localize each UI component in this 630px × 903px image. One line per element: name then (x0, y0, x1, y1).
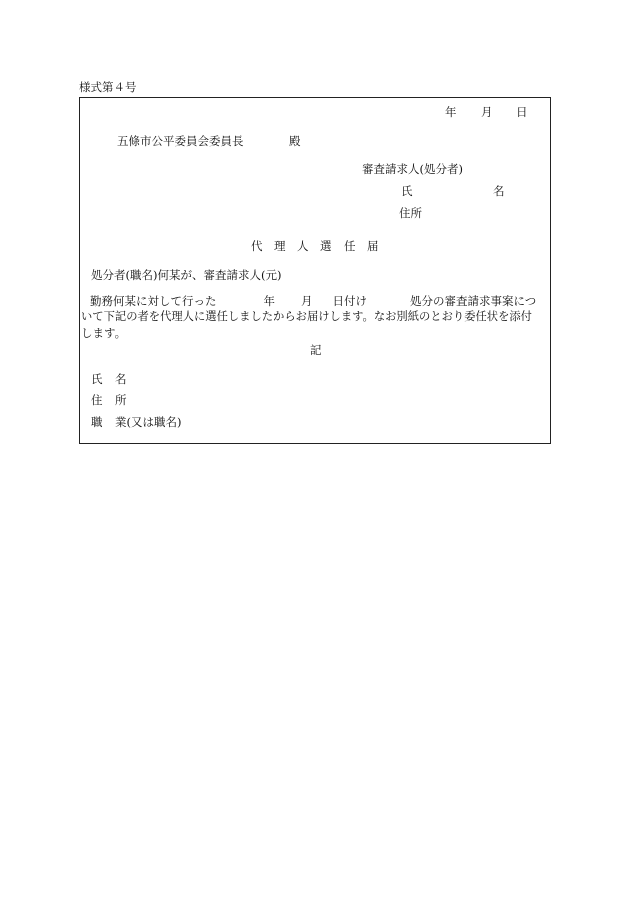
body-year-label: 年 (263, 294, 275, 308)
applicant-name-char-1: 氏 (401, 184, 413, 198)
ki-heading: 記 (310, 343, 322, 357)
body-month-label: 月 (301, 294, 313, 308)
date-day-label: 日 (516, 105, 528, 119)
title-char: 代 (251, 239, 263, 253)
field-occupation-label: 業(又は職名) (115, 415, 182, 429)
applicant-name-char-2: 名 (493, 184, 505, 198)
addressee-honorific: 殿 (289, 134, 301, 148)
field-name-char-2: 名 (115, 372, 127, 386)
applicant-heading: 審査請求人(処分者) (362, 162, 463, 176)
title-char: 理 (274, 239, 286, 253)
body-line-3: します。 (81, 326, 127, 340)
form-number-label: 様式第４号 (79, 80, 137, 94)
field-address-char-1: 住 (91, 393, 103, 407)
title-char: 任 (344, 239, 356, 253)
parties-line: 処分者(職名)何某が、審査請求人(元) (91, 268, 282, 282)
body-line-1-text: 勤務何某に対して行った (90, 294, 217, 308)
title-char: 選 (320, 239, 332, 253)
body-line-1-tail: 処分の審査請求事案につ (410, 294, 537, 308)
addressee-name: 五條市公平委員会委員長 (117, 134, 244, 148)
body-paragraph (81, 293, 551, 341)
date-year-label: 年 (445, 105, 457, 119)
field-address-char-2: 所 (115, 393, 127, 407)
field-occupation-char-1: 職 (91, 415, 103, 429)
title-char: 人 (297, 239, 309, 253)
body-day-label: 日付け (332, 294, 367, 308)
body-line-1 (81, 293, 551, 309)
body-line-2: いて下記の者を代理人に選任しましたからお届けします。なお別紙のとおり委任状を添付 (81, 310, 532, 323)
title-char: 届 (367, 239, 379, 253)
applicant-address-label: 住所 (399, 206, 422, 220)
field-name-char-1: 氏 (91, 372, 103, 386)
date-month-label: 月 (481, 105, 493, 119)
